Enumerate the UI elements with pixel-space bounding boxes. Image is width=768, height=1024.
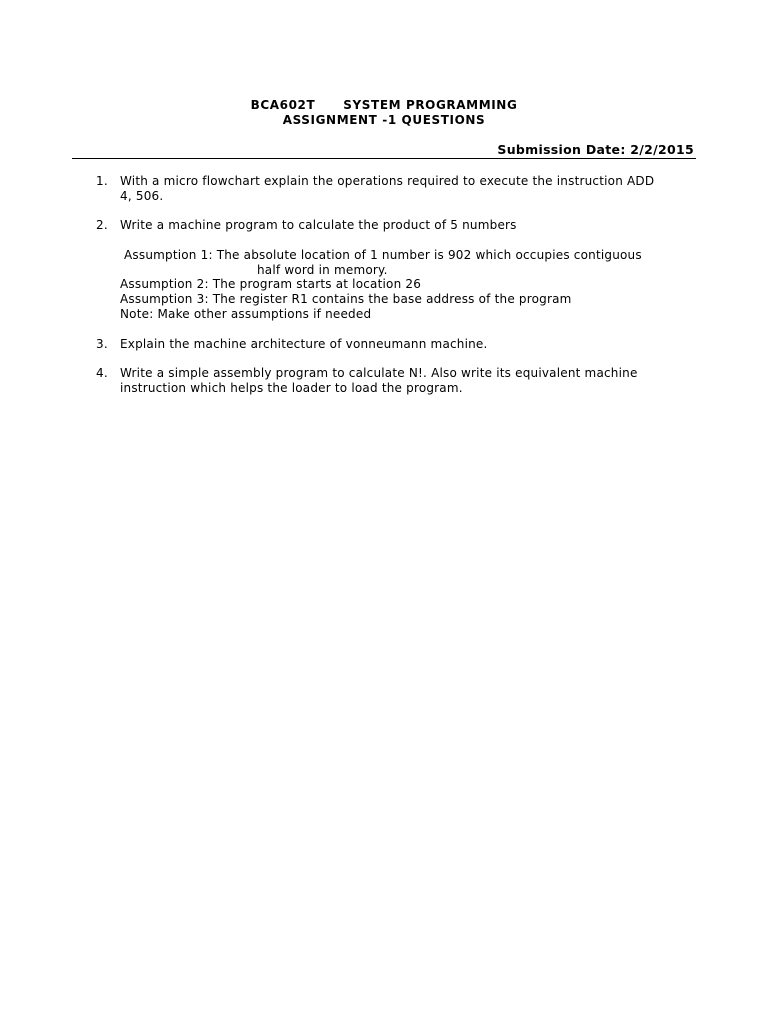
assignment-title: ASSIGNMENT -1 QUESTIONS [282, 113, 486, 127]
question-number: 3. [96, 337, 108, 351]
course-heading [0, 98, 768, 113]
course-title: SYSTEM PROGRAMMING [343, 98, 518, 112]
question-text-line: Explain the machine architecture of vonneumann machine. [120, 337, 488, 351]
question-number: 4. [96, 366, 108, 380]
course-code: BCA602T [250, 98, 316, 112]
question-number: 2. [96, 218, 108, 232]
question-text-line: With a micro flowchart explain the operations required to execute the instruction ADD [120, 174, 655, 188]
assumption-line: half word in memory. [257, 263, 388, 277]
assumption-line: Assumption 2: The program starts at location 26 [120, 277, 422, 291]
question-text-line: instruction which helps the loader to load the program. [120, 381, 463, 395]
question-text-line: Write a machine program to calculate the product of 5 numbers [120, 218, 517, 232]
question-text-line: Write a simple assembly program to calculate N!. Also write its equivalent machine [120, 366, 638, 380]
submission-date: Submission Date: 2/2/2015 [497, 142, 694, 157]
assumption-line: Assumption 3: The register R1 contains the base address of the program [120, 292, 572, 306]
note-line: Note: Make other assumptions if needed [120, 307, 372, 321]
header-divider [72, 158, 696, 159]
question-number: 1. [96, 174, 108, 188]
assumption-line: Assumption 1: The absolute location of 1 number is 902 which occupies contiguous [124, 248, 642, 262]
question-text-line: 4, 506. [120, 189, 164, 203]
